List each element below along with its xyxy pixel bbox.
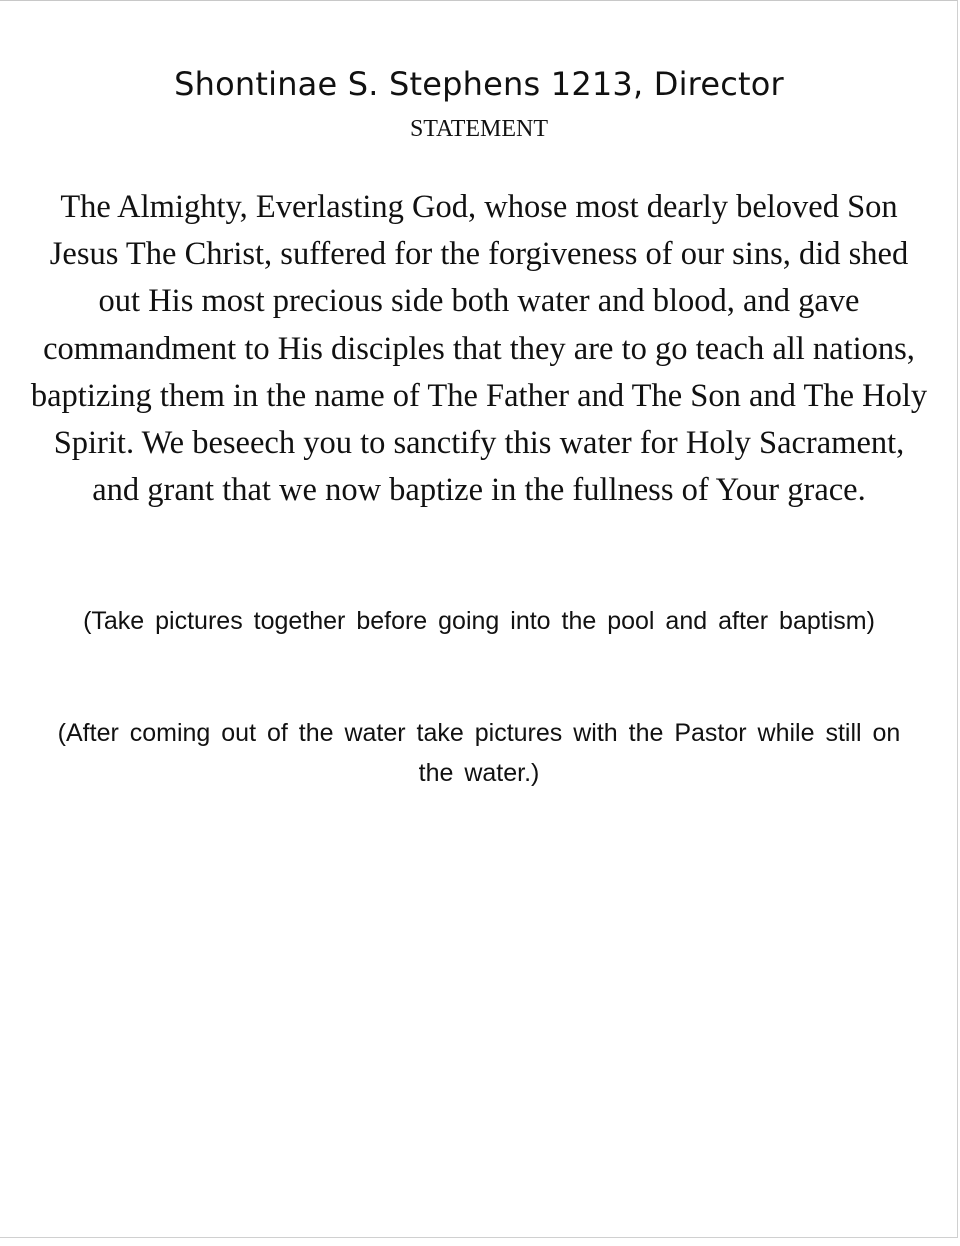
instruction-note: (After coming out of the water take pictures with the Pastor while still on the water.) (57, 719, 901, 787)
instruction-note: (Take pictures together before going into the pool and after baptism) (83, 607, 875, 635)
page-subtitle: STATEMENT (409, 116, 549, 142)
statement-paragraph: The Almighty, Everlasting God, whose most dearly beloved Son Jesus The Christ, suffered for the forgiveness of our sins, did shed out His most precious side both water and blood, and gave commandment to His disciples that they are to go teach all nations, baptizing them in the name of The Father and The Son and The Holy Spirit. We beseech you to sanctify this water for Holy Sacrament, and grant that we now baptize in the fullness of Your grace. (30, 189, 928, 509)
page-title: Shontinae S. Stephens 1213, Director (174, 65, 784, 103)
